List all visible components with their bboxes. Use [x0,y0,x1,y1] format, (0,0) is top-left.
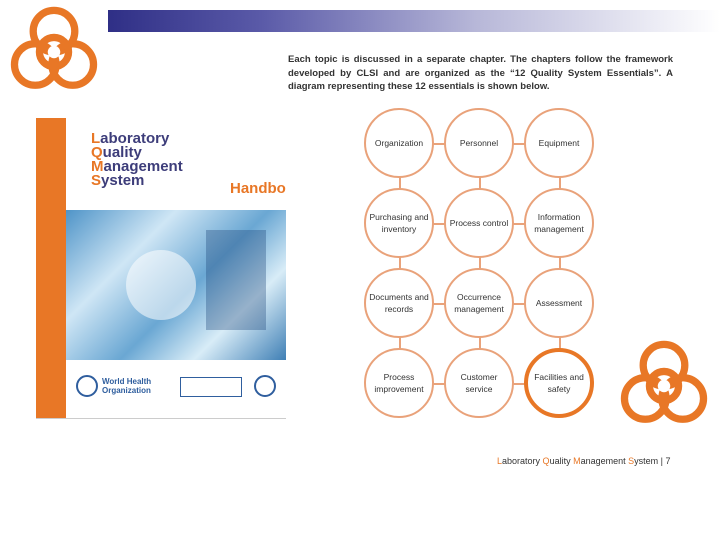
biohazard-icon [612,334,716,438]
cover-logos [76,373,286,403]
hhs-logo [254,375,276,397]
essential-documents: Documents and records [364,268,434,338]
cover-lab-photo [66,210,286,360]
essential-process-control: Process control [444,188,514,258]
cover-title-line: Laboratory [91,130,170,147]
cover-orange-stripe [36,118,66,418]
cover-title-line: Management [91,158,183,175]
essential-organization: Organization [364,108,434,178]
cover-title-line: System [91,172,145,189]
title-gradient-bar [108,10,720,32]
cover-title [91,132,183,188]
cover-title-line: Quality [91,144,142,161]
handbook-cover [36,118,286,419]
description-text: Each topic is discussed in a separate chapter. The chapters follow the framework developed by CLSI and are organized as the “12 Quality System Essentials”. A diagram representing these 12 essentials is shown below. [288,54,673,92]
page-number: | 7 [660,456,671,466]
who-logo: World Health Organization [76,375,162,397]
essential-information-management: Information management [524,188,594,258]
cdc-logo [180,377,242,397]
essential-purchasing: Purchasing and inventory [364,188,434,258]
quality-essentials-diagram [364,108,598,418]
essential-customer-service: Customer service [444,348,514,418]
page-footer: Laboratory Quality Management System | 7 [497,456,671,466]
essential-personnel: Personnel [444,108,514,178]
essential-assessment: Assessment [524,268,594,338]
essential-process-improvement: Process improvement [364,348,434,418]
globe-icon [76,375,98,397]
essential-facilities-safety: Facilities and safety [524,348,594,418]
cover-handbook-text: Handbo [230,180,286,197]
biohazard-icon [2,0,106,104]
essential-equipment: Equipment [524,108,594,178]
essential-occurrence-management: Occurrence management [444,268,514,338]
